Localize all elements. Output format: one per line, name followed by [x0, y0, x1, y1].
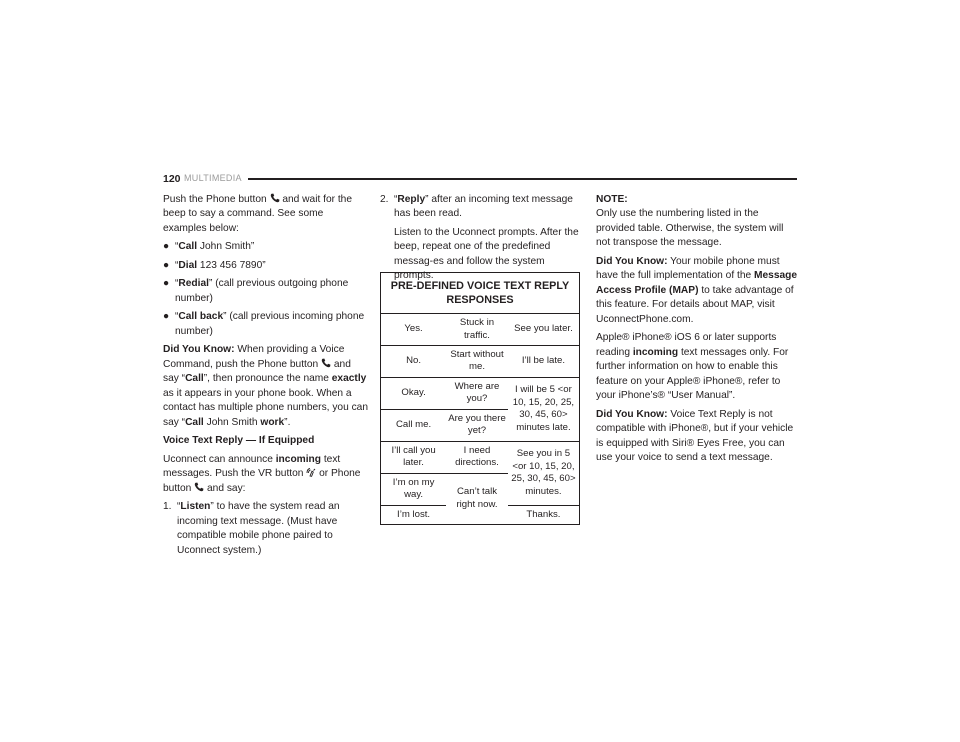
- phone-icon: [321, 358, 331, 368]
- list-item: ● “Call John Smith”: [163, 241, 255, 253]
- table-cell-late: I will be 5 <or 10, 15, 20, 25, 30, 45, 60> minutes late.: [508, 377, 580, 441]
- column-right: [596, 193, 800, 470]
- numbered-item-1: 1. “Listen” to have the system read an incoming text message. (Must have compatible mobile phone paired to Uconnect system.): [163, 501, 340, 556]
- voice-text-reply-paragraph: Uconnect can announce incoming text messages. Push the VR button or Phone button and say:: [163, 453, 361, 494]
- page-header: [163, 172, 797, 186]
- note-label: NOTE:: [596, 194, 628, 205]
- table-row: Call me. Are you there yet?: [381, 409, 580, 441]
- table-title: PRE-DEFINED VOICE TEXT REPLY RESPONSES: [381, 273, 580, 314]
- phone-icon: [270, 193, 280, 203]
- section-subheading: Voice Text Reply — If Equipped: [163, 435, 315, 447]
- did-you-know-paragraph: Did You Know: When providing a Voice Command, push the Phone button and say “Call”, then pronounce the name exactly as it appears in your phone book. When a contact has multiple phone numbers, you can say “Call John Smith work”.: [163, 344, 369, 428]
- table-row: No. Start without me. I’ll be late.: [381, 346, 580, 378]
- section-title: MULTIMEDIA: [184, 173, 242, 183]
- numbered-item-2: 2. “Reply” after an incoming text message has been read.: [380, 194, 573, 220]
- did-you-know-map-paragraph: Did You Know: Your mobile phone must have the full implementation of the Message Access Profile (MAP) to take advantage of this feature. For details about MAP, visit UconnectPhone.com.: [596, 255, 798, 325]
- header-rule: [248, 178, 797, 180]
- intro-paragraph: Push the Phone button and wait for the beep to say a command. See some examples below:: [163, 194, 352, 234]
- note-paragraph: Only use the numbering listed in the provided table. Otherwise, the system will not transpose the message.: [596, 208, 784, 249]
- table-cell-see-you: See you in 5 <or 10, 15, 20, 25, 30, 45, 60> minutes.: [508, 441, 580, 505]
- table-row: I’m on my way. Can’t talk right now.: [381, 473, 580, 505]
- table-row: Yes. Stuck in traffic. See you later.: [381, 314, 580, 346]
- voice-recognition-icon: [306, 467, 316, 477]
- listen-paragraph: Listen to the Uconnect prompts. After the beep, repeat one of the predefined messag-es and follow the system prompts.: [394, 226, 579, 282]
- voice-text-reply-table: [380, 272, 580, 525]
- did-you-know-siri-paragraph: Did You Know: Voice Text Reply is not compatible with iPhone®, but if your vehicle is equipped with Siri® Eyes Free, you can use your voice to send a text message.: [596, 408, 794, 464]
- list-item: ● “Redial” (call previous outgoing phone number): [163, 278, 349, 304]
- list-item: ● “Call back” (call previous incoming phone number): [163, 311, 365, 337]
- column-left: [163, 193, 368, 562]
- table-row: Okay. Where are you? I will be 5 <or 10, 15, 20, 25, 30, 45, 60> minutes late.: [381, 377, 580, 409]
- apple-paragraph: Apple® iPhone® iOS 6 or later supports reading incoming text messages only. For further information on how to enable this feature on your Apple® iPhone®, refer to your iPhone’s® “User Manual”.: [596, 332, 789, 402]
- table-cell-cant-talk: Can’t talk right now.: [446, 473, 508, 524]
- table-row: I’m lost. Thanks.: [381, 505, 580, 524]
- page-number: 120: [163, 173, 181, 185]
- phone-icon: [194, 482, 204, 492]
- list-item: ● “Dial 123 456 7890”: [163, 259, 266, 271]
- table-row: I’ll call you later. I need directions. See you in 5 <or 10, 15, 20, 25, 30, 45, 60> minutes.: [381, 441, 580, 473]
